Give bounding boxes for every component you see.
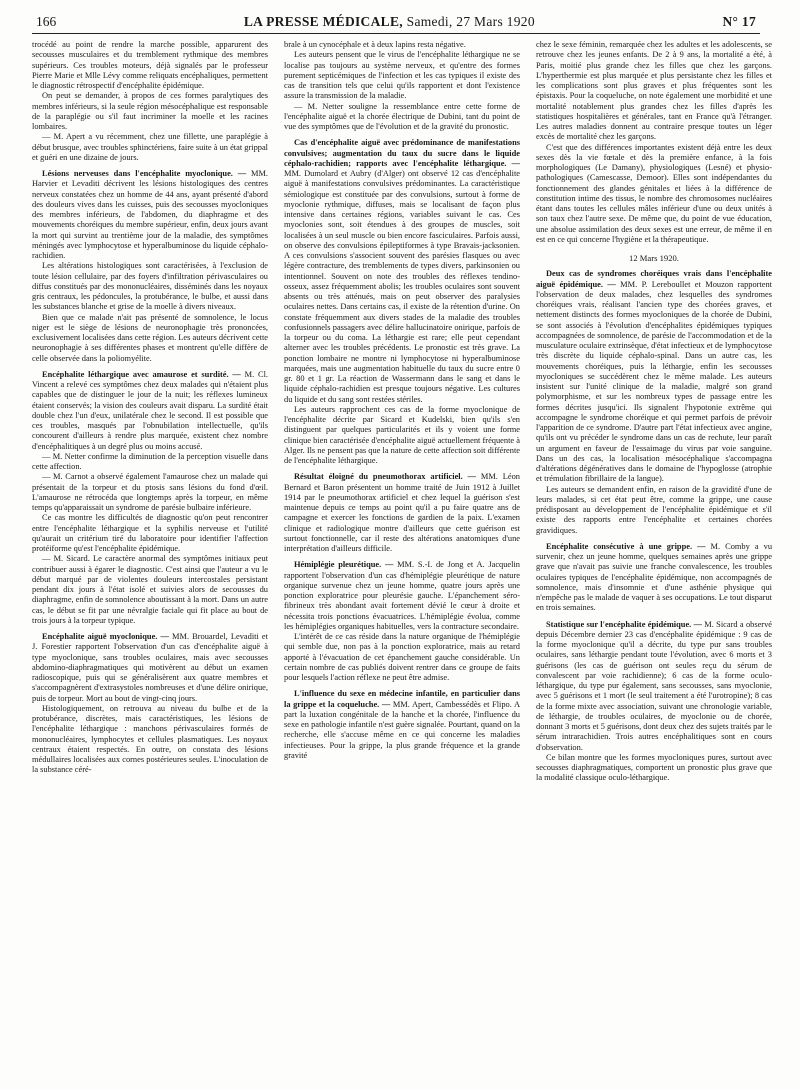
section-paragraph: Hémiplégie pleurétique. — MM. S.-I. de Jong et A. Jacquelin rapportent l'observation d'un cas d'hémiplégie pleurétique de nature organique survenue chez un jeune homme, quatre jours après une ponction exploratrice pour pleurésie gauche. L'épanchement séro-fibrineux très abondant avait fortement dévié le cœur à droite et nécessita trois ponctions évacuatrices. L'hémiplégie évolua, comme les hémiplégies organiques habituelles, vers la contracture secondaire. [284, 560, 520, 631]
section-paragraph: Encéphalite léthargique avec amaurose et surdité. — M. Cl. Vincent a relevé ces symptômes chez deux malades qui n'étaient plus capables que de distinguer le jour de la nuit; les réflexes lumineux étaient conservés; la vision des couleurs avait disparu. La surdité était double chez l'un d'eux, unilatérale chez le second. Il est possible que ces troubles, masqués par l'obnubilation intellectuelle, qu'ils concourent d'ailleurs à rendre plus marquée, existent chez nombre d'encéphalitiques à un degré plus ou moins accusé. [32, 369, 268, 451]
paragraph: Histologiquement, on retrouva au niveau du bulbe et de la protubérance, discrètes, mais caractéristiques, les lésions de l'encéphalite léthargique : manchons périvasculaires formés de mononucléaires, lymphocytes et cellules plasmatiques. Les noyaux centraux étaient respectés. En outre, on constata des lésions médullaires localisées aux cornes postérieures seules. L'inoculation de la substance céré- [32, 703, 268, 775]
issue-number: N° 17 [722, 14, 756, 29]
paragraph: Ce bilan montre que les formes myocloniques pures, surtout avec secousses diaphragmatiques, comportent un pronostic plus grave que la modalité classique oculo-léthargique. [536, 752, 772, 783]
section-heading: Encéphalite léthargique avec amaurose et surdité. — [42, 369, 241, 379]
section-heading: Cas d'encéphalite aiguë avec prédominance de manifestations convulsives; augmentation du taux du sucre dans le liquide céphalo-rachidien; rapports avec l'encéphalite léthargique. — [284, 138, 520, 168]
paragraph: On peut se demander, à propos de ces formes paralytiques des membres inférieurs, si la seule région mésocéphalique est responsable de la paraplégie ou s'il faut incriminer la moelle et les racines lombaires. [32, 91, 268, 131]
paragraph: Les auteurs se demandent enfin, en raison de la gravidité d'une de leurs malades, si cet état peut être, comme la grippe, une cause prédisposant au développement de l'encéphalite épidémique et s'il existe des rapports entre l'encéphalite et certaines chorées gravidiques. [536, 484, 772, 535]
section-heading: Encéphalite aiguë myoclonique. — [42, 632, 169, 641]
section-paragraph: Cas d'encéphalite aiguë avec prédominance de manifestations convulsives; augmentation du taux du sucre dans le liquide céphalo-rachidien; rapports avec l'encéphalite léthargique. — MM. Dumolard et Aubry (d'Alger) ont observé 12 cas d'encéphalite aiguë à manifestations convulsives prédominantes. La caractéristique sémiologique est constituée par des convulsions, surtout à forme de myoclonie rythmique, diffuses, mais se localisant de façon plus intensive dans certaines régions, variables suivant le cas. Ces myoclonies sont, soit étendues à des groupes de muscles, soit localisées à un seul muscle ou bien encore fasciculaires. Parfois aussi, on observe des convulsions épileptiformes à type Bravais-jacksonien. A ces convulsions s'associent souvent des parésies flasques ou avec légère contracture, des tremblements de types divers, parkinsonien ou intentionnel. Souvent on note des troubles des réflexes tendino-osseux, assez fréquemment abolis; les troubles oculaires sont souvent absents ou très atténués, mais on peut observer des paralysies oculaires nettes. Dans certains cas, il existe de la rétention d'urine. On constate fréquemment aux divers stades de la maladie des troubles confusionnels passagers avec délire hallucinatoire onirique, parfois de la torpeur ou du coma. La léthargie est rare; elle peut cependant alterner avec les troubles précédents. Le pronostic est très grave. La ponction lombaire ne montre ni lymphocytose ni hyperalbuminose marquées, mais une augmentation habituelle du taux du sucre entre 0 gr. 80 et 1 gr. La réaction de Wassermann dans le sang et dans le liquide céphalo-rachidien est presque toujours négative. Les cultures du liquide et du sang sont restées stériles. [284, 138, 520, 404]
section-heading: Statistique sur l'encéphalite épidémique. — [546, 619, 702, 629]
column-3 [536, 40, 772, 1090]
paragraph: Bien que ce malade n'ait pas présenté de somnolence, le locus niger est le siège de lésions de neuronophagie très prononcées, exclusivement localisées dans cette région. Les auteurs décrivent cette neuronophagie à ses différentes phases et montrent qu'elle diffère de celle observée dans la poliomyélite. [32, 312, 268, 363]
paragraph: Ce cas montre les difficultés de diagnostic qu'on peut rencontrer entre l'encéphalite léthargique et la syphilis nerveuse et l'utilité qu'aurait un critérium tiré du laboratoire pour identifier l'affection protéiforme qu'est l'encéphalite épidémique. [32, 513, 268, 553]
session-date: 12 Mars 1920. [629, 253, 679, 263]
paragraph: — M. Netter souligne la ressemblance entre cette forme de l'encéphalite aiguë et la chorée électrique de Dubini, tant du point de vue des symptômes que de l'évolution et de la gravité du pronostic. [284, 101, 520, 131]
section-paragraph: Statistique sur l'encéphalite épidémique. — M. Sicard a observé depuis Décembre dernier 23 cas d'encéphalite épidémique : 9 cas de la forme myoclonique qu'il a décrite, du type pur sans troubles oculaires, sans léthargie pendant toute l'évolution, avec 6 morts et 3 guérisons (les cas de guérison ont seules reçu du sérum de convalescent par voie rachidienne); 6 cas de la forme oculo-léthargique, du type pur également, sans secousses, sans myoclonie, avec 5 guérisons et 1 mort (le seul traitement a été l'urotropine); 8 cas de la forme mixte avec association, suivant une chronologie variable, de léthargie, de troubles oculaires, de myoclonie ou de chorée, donnant 3 morts et 5 guérisons, dont deux chez des sujets traités par le sérum intrarachidien. Trois autres encéphalitiques sont en cours d'observation. [536, 619, 772, 752]
page-number: 166 [36, 14, 57, 29]
section-heading: Résultat éloigné du pneumothorax artificiel. — [294, 472, 476, 482]
section-heading: L'influence du sexe en médecine infantile, en particulier dans la grippe et la coqueluche. — [284, 689, 520, 709]
paragraph: chez le sexe féminin, remarquée chez les adultes et les adolescents, se retrouve chez les jeunes enfants. De 2 à 9 ans, la mortalité a été, à Paris, moitié plus grande chez les filles que chez les garçons. L'hyperthermie est plus marquée et plus persistante chez les filles et les complications sont plus graves et plus fréquentes sont les épistaxis. Pour la coqueluche, on note également une morbidité et une mortalité notablement plus grandes chez les filles d'après les statistiques hospitalières et générales, tant en France qu'à l'étranger. Les autres maladies donnent au contraire presque toutes un léger excès de mortalité chez les garçons. [536, 40, 772, 142]
paragraph: — M. Apert a vu récemment, chez une fillette, une paraplégie à début brusque, avec troubles sphinctériens, faire suite à un état grippal et guéri en une dizaine de jours. [32, 132, 268, 162]
paragraph: Les auteurs pensent que le virus de l'encéphalite léthargique ne se localise pas toujours au système nerveux, et qu'entre des formes purement septicémiques de l'infection et les cas typiques il existe des cas de transition tels que celui qu'ils rapportent et dont l'existence assure la transmission de la maladie. [284, 50, 520, 101]
running-head [32, 14, 760, 34]
paragraph: Les auteurs rapprochent ces cas de la forme myoclonique de l'encéphalite décrite par Sicard et Kudelski, bien qu'ils s'en distinguent par quelques particularités et ils y voient une forme clinique bien caractérisée d'encéphalite aiguë actuellement fréquente à Alger. Ils ne pensent pas que la nature de cette affection soit différente de l'encéphalite léthargique. [284, 404, 520, 465]
section-paragraph: Lésions nerveuses dans l'encéphalite myoclonique. — MM. Harvier et Levaditi décrivent les lésions histologiques des centres nerveux constatées chez un homme de 44 ans, ayant présenté d'abord des douleurs vives dans les cuisses, puis des secousses myocloniques des membres inférieurs, de l'abdomen, du diaphragme et des mouvements choréiques du membre supérieur, enfin, deux jours avant la mort qui survint au trentième jour de la maladie, des symptômes méningés avec lymphocytose et hyperalbuminose du liquide céphalo-rachidien. [32, 169, 268, 260]
section-paragraph: Encéphalite aiguë myoclonique. — MM. Brouardel, Levaditi et J. Forestier rapportent l'observation d'un cas d'encéphalite aiguë à type myoclonique, sans troubles oculaires, mais avec secousses abdomino-diaphragmatiques qui motivèrent au début un examen radioscopique, puis qui se généralisèrent aux quatre membres et s'accompagnèrent d'extrasystoles nombreuses et d'une délire onirique, puis de torpeur. Mort au bout de vingt-cinq jours. [32, 632, 268, 703]
section-heading: Deux cas de syndromes choréiques vrais dans l'encéphalite aiguë épidémique. — [536, 269, 772, 289]
text-columns [32, 40, 772, 1090]
paragraph: — M. Netter confirme la diminution de la perception visuelle dans cette affection. [32, 451, 268, 471]
section-heading: Encéphalite consécutive à une grippe. — [546, 541, 706, 551]
paragraph: Les altérations histologiques sont caractérisées, à l'exclusion de toute lésion cellulaire, par des foyers d'infiltration périvasculaires ou diffus constitués par des mononucléaires, disséminés dans les noyaux gris centraux, les pédoncules, la protubérance, le bulbe, et aussi dans les substances blanche et grise de la moelle à divers niveaux. [32, 261, 268, 312]
paragraph: — M. Carnot a observé également l'amaurose chez un malade qui présentait de la torpeur et du ptosis sans lésions du fond d'œil. L'amaurose ne rétrocéda que longtemps après la torpeur, en même temps qu'apparaissait un syndrome de parésie bulbaire inférieure. [32, 472, 268, 512]
paragraph: trocédé au point de rendre la marche possible, apparurent des secousses musculaires et du tremblement rythmique des membres supérieurs. Ces troubles moteurs, déjà signalés par le professeur Pierre Marie et Mlle Lévy comme reliquats encéphaliques, permettent le diagnostic rétrospectif d'encéphalite épidémique. [32, 40, 268, 90]
section-heading: Hémiplégie pleurétique. — [294, 560, 394, 570]
column-2 [284, 40, 520, 1090]
section-heading: Lésions nerveuses dans l'encéphalite myoclonique. — [42, 169, 247, 178]
journal-title: LA PRESSE MÉDICALE, Samedi, 27 Mars 1920 [243, 14, 535, 29]
paragraph: L'intérêt de ce cas réside dans la nature organique de l'hémiplégie qui semble due, non pas à la ponction exploratrice, mais au retard apporté à l'évacuation de cet épanchement gauche considérable. Un certain nombre de cas publiés doivent rentrer dans ce groupe de faits pour lesquels l'action réflexe ne peut être admise. [284, 632, 520, 682]
paragraph: brale à un cynocéphale et à deux lapins resta négative. [284, 40, 466, 49]
column-1 [32, 40, 268, 1090]
section-paragraph: L'influence du sexe en médecine infantile, en particulier dans la grippe et la coqueluche. — MM. Apert, Cambessédès et Flipo. A part la luxation congénitale de la hanche et la chorée, l'influence du sexe en pathologie infantile n'est guère signalée. Pourtant, quand on la recherche, elle s'accuse même en ce qui concerne les maladies infectieuses. Pour la grippe, la plus grande fréquence et la grande gravité [284, 689, 520, 760]
paragraph: C'est que des différences importantes existent déjà entre les deux sexes dès la vie fœtale et dès la première enfance, à la fois morphologiques (Le Damany), physiologiques (Lesné) et physio-pathologiques (Camescasse, Demoor). Elles sont indépendantes du fonctionnement des glandes génitales et liées à la différence de constitution intime des tissus, le nombre des chromosomes nucléaires étant dans toutes les cellules mâles inférieur d'une ou deux unités à son taux chez l'autre sexe. De même que, du point de vue éducation, une absolue assimilation des deux sexes est une erreur, de même il en est en ce qui concerne l'hygiène et la thérapeutique. [536, 142, 772, 244]
section-paragraph: Résultat éloigné du pneumothorax artificiel. — MM. Léon Bernard et Baron présentent un homme traité de Juin 1912 à Juillet 1914 par le pneumothorax artificiel et chez lequel la guérison s'est maintenue depuis ce temps au point qu'il a pu faire quatre ans de campagne et exercer les fonctions de gardien de la paix. L'examen clinique et radiologique montre d'ailleurs que cette guérison est surtout fonctionnelle, car il reste des altérations anatomiques d'une interprétation d'ailleurs difficile. [284, 472, 520, 553]
paragraph: — M. Sicard. Le caractère anormal des symptômes initiaux peut contribuer aussi à égarer le diagnostic. C'est ainsi que l'auteur a vu le début marqué par de violentes douleurs intercostales persistant pendant dix jours à l'état isolé et suivies alors de secousses du diaphragme, enfin de somnolence aboutissant à la mort. Dans un autre cas, le début se fit par une névralgie faciale qui fit place au bout de trois jours à la torpeur typique. [32, 554, 268, 625]
section-paragraph: Encéphalite consécutive à une grippe. — M. Comby a vu survenir, chez un jeune homme, quelques semaines après une grippe grave que n'avait pas suivie une franche convalescence, les troubles oculaires typiques de l'encéphalite épidémique, non accompagnés de somnolence, mais d'insomnie et d'une asthénie physique qui n'empêche pas le malade de vaquer à ses occupations. Le tout disparut en trois semaines. [536, 541, 772, 613]
section-paragraph: Deux cas de syndromes choréiques vrais dans l'encéphalite aiguë épidémique. — MM. P. Lereboullet et Mouzon rapportent l'observation de deux malades, chez lesquelles des syndromes choréiques vrais, réalisant l'ancien type des chorées graves, et nettement distincts des formes myocloniques de la chorée de Dubini, se sont associés à l'évolution d'encéphalites épidémiques typiques accompagnées de somnolence, de parésie de l'accommodation et de la musculature oculaire extrinsèque, d'état infectieux et de lymphocytose très discrète du liquide céphalo-spinal. Dans un autre cas, les mouvements choréiques, puis la léthargie, enfin les secousses myocloniques se succédèrent chez le même malade. Les auteurs insistent sur l'unité clinique de la maladie, malgré son grand polymorphisme, et sur les nombreux types de passage entre les formes décrites jusqu'ici. Ils signalent l'hypotonie extrême qui accompagne le syndrome choréique et qui permet parfois de prévoir l'apparition de ce syndrome. D'autre part l'état infectieux avec angine, qu'ils ont vu précéder le syndrome dans un cas de rechute, leur paraît un argument en faveur de l'essaimage du virus par voie sanguine. Dans un des cas, la localisation mésocéphalique s'accompagna d'altérations dégénératives dans le domaine de l'hypoglosse (atrophie et trémulation fibrillaire de la langue). [536, 269, 772, 484]
